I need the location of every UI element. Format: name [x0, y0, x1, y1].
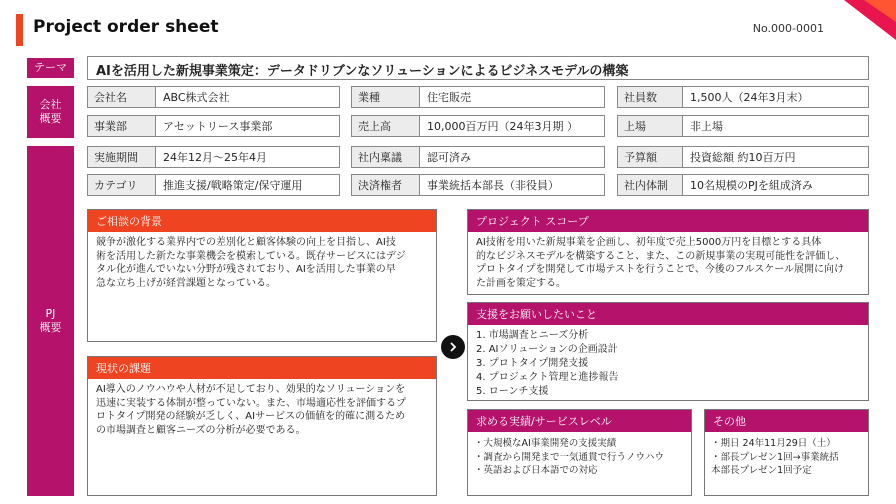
decision-maker-value: 事業統括本部長（非役員）: [420, 175, 604, 195]
background-line: 急な立ち上げが経営課題となっている。: [96, 277, 276, 289]
background-line: 競争が激化する業界内での差別化と顧客体験の向上を目指し、AI技: [96, 237, 396, 248]
revenue-value: 10,000百万円（24年3月期 ）: [420, 116, 604, 136]
other-item: ・部長プレゼン1回→事業統括: [711, 451, 839, 463]
scope-line: AI技術を用いた新規事業を企画し、初年度で売上5000万円を目標とする具体: [476, 237, 822, 248]
decision-maker-key: 決済権者: [352, 175, 420, 195]
background-line: 術を活用した新たな事業機会を模索している。既存サービスにはデジ: [96, 250, 406, 262]
theme-text: AIを活用した新規事業策定：データドリブンなソリューションによるビジネスモデルの構築: [87, 56, 869, 80]
period-cell: [87, 146, 340, 168]
corner-decoration: [826, 0, 896, 40]
scope-title: プロジェクト スコープ: [468, 210, 868, 232]
scope-line: プロトタイプを開発して市場テストを行うことで、今後のフルスケール展開に向け: [476, 264, 844, 275]
industry-value: 住宅販売: [420, 87, 604, 107]
division-cell: [87, 115, 340, 137]
requirements-body: [468, 432, 691, 483]
other-item: ・期日 24年11月29日（土）: [711, 438, 836, 449]
employees-key: 社員数: [618, 87, 683, 107]
approval-key: 社内稟議: [352, 147, 420, 167]
revenue-key: 売上高: [352, 116, 420, 136]
support-item: 2. AIソリューションの企画設計: [476, 344, 618, 355]
other-title: その他: [705, 410, 868, 432]
document-number: No.000-0001: [752, 22, 824, 35]
support-item: 1. 市場調査とニーズ分析: [476, 330, 589, 341]
period-value: 24年12月～25年4月: [156, 147, 339, 167]
background-line: タル化が進んでいない分野が残されており、AIを活用した事業の早: [96, 264, 396, 275]
industry-cell: [351, 86, 605, 108]
requirements-item: ・調査から開発まで一気通貫で行うノウハウ: [474, 451, 665, 463]
team-key: 社内体制: [618, 175, 683, 195]
other-item: 本部長プレゼン1回予定: [711, 465, 812, 476]
company-name-key: 会社名: [88, 87, 156, 107]
scope-panel: [467, 209, 869, 295]
decision-maker-cell: [351, 174, 605, 196]
support-item: 5. ローンチ支援: [476, 386, 549, 397]
team-value: 10名規模のPJを組成済み: [683, 175, 868, 195]
category-value: 推進支援/戦略策定/保守運用: [156, 175, 339, 195]
theme-label: テーマ: [27, 58, 74, 78]
listing-key: 上場: [618, 116, 683, 136]
industry-key: 業種: [352, 87, 420, 107]
background-title: ご相談の背景: [88, 210, 436, 232]
issues-line: の市場調査と顧客ニーズの分析が必要である。: [96, 424, 306, 436]
category-cell: [87, 174, 340, 196]
background-panel: [87, 209, 437, 342]
employees-value: 1,500人（24年3月末）: [683, 87, 868, 107]
support-item: 3. プロトタイプ開発支援: [476, 358, 589, 369]
pj-label: PJ 概要: [27, 146, 74, 496]
support-item: 4. プロジェクト管理と進捗報告: [476, 372, 619, 383]
other-panel: [704, 409, 869, 496]
requirements-item: ・大規模なAI事業開発の支援実績: [474, 438, 617, 449]
budget-cell: [617, 146, 869, 168]
scope-line: た計画を策定する。: [476, 277, 566, 289]
support-panel: [467, 302, 869, 401]
issues-line: AI導入のノウハウや人材が不足しており、効果的なソリューションを: [96, 384, 406, 395]
title-accent-bar: [16, 14, 23, 46]
company-name-value: ABC株式会社: [156, 87, 339, 107]
approval-value: 認可済み: [420, 147, 604, 167]
support-body: [468, 325, 868, 403]
issues-line: ロトタイプ開発の経験が乏しく、AIサービスの価値を的確に測るため: [96, 411, 406, 422]
issues-title: 現状の課題: [88, 357, 436, 379]
page-title: Project order sheet: [33, 17, 219, 37]
revenue-cell: [351, 115, 605, 137]
issues-line: 迅速に実装する体制が整っていない。また、市場適応性を評価するプ: [96, 397, 406, 409]
company-name-cell: [87, 86, 340, 108]
period-key: 実施期間: [88, 147, 156, 167]
category-key: カテゴリ: [88, 175, 156, 195]
background-body: [88, 232, 436, 294]
other-body: [705, 432, 868, 483]
scope-body: [468, 232, 868, 294]
division-key: 事業部: [88, 116, 156, 136]
requirements-panel: [467, 409, 692, 496]
chevron-right-icon: [441, 335, 465, 359]
employees-cell: [617, 86, 869, 108]
team-cell: [617, 174, 869, 196]
requirements-item: ・英語および日本語での対応: [474, 465, 598, 476]
budget-key: 予算額: [618, 147, 683, 167]
approval-cell: [351, 146, 605, 168]
company-label: 会社 概要: [27, 86, 74, 138]
budget-value: 投資総額 約10百万円: [683, 147, 868, 167]
support-title: 支援をお願いしたいこと: [468, 303, 868, 325]
listing-cell: [617, 115, 869, 137]
requirements-title: 求める実績/サービスレベル: [468, 410, 691, 432]
scope-line: 的なビジネスモデルを構築すること、また、この新規事業の実現可能性を評価し、: [476, 250, 846, 262]
listing-value: 非上場: [683, 116, 868, 136]
division-value: アセットリース事業部: [156, 116, 339, 136]
issues-body: [88, 379, 436, 441]
issues-panel: [87, 356, 437, 496]
